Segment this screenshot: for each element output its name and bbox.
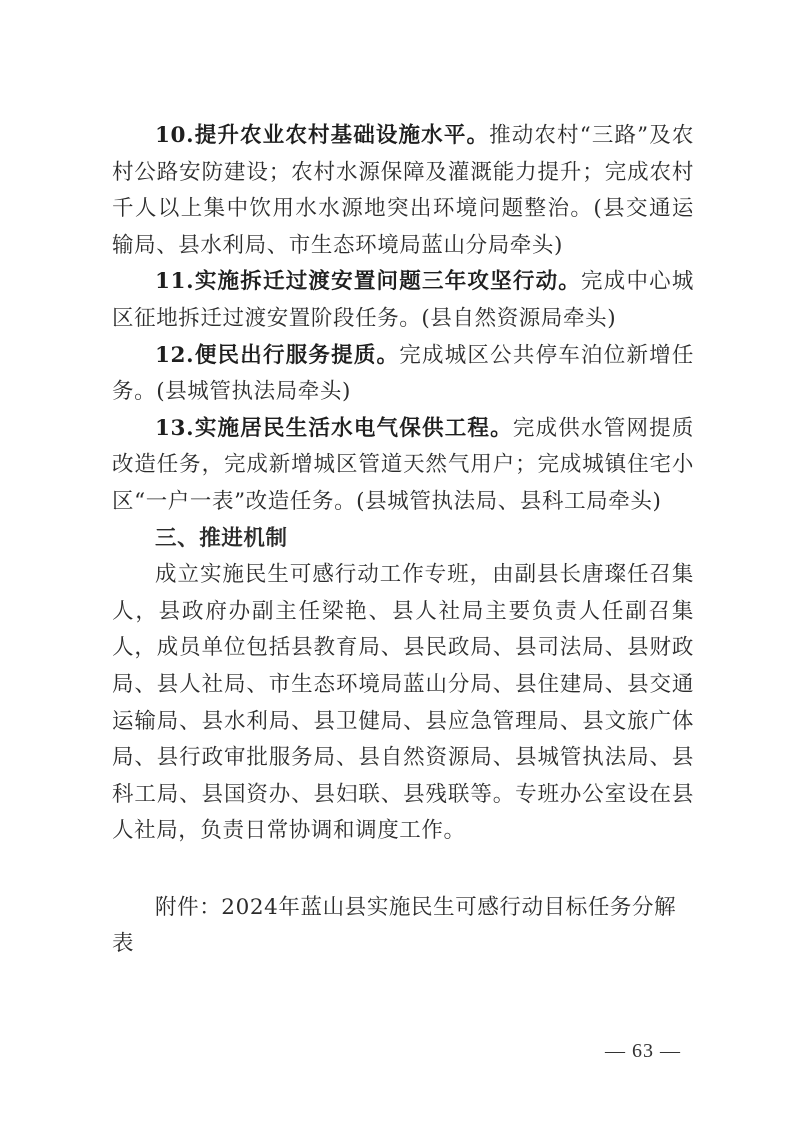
page-number: — 63 —	[605, 1040, 681, 1062]
task-item-12	[112, 338, 694, 411]
task-item-13	[112, 411, 694, 521]
task-item-13-body: 完成供水管网提质改造任务，完成新增城区管道天然气用户；完成城镇住宅小区“一户一表”改造任务。(县城管执法局、县科工局牵头)	[112, 415, 694, 514]
task-item-11-title: 11.实施拆迁过渡安置问题三年攻坚行动。	[155, 269, 582, 295]
spacer	[112, 850, 694, 890]
task-item-10-title: 10.提升农业农村基础设施水平。	[155, 123, 490, 148]
task-item-10	[112, 118, 694, 264]
task-item-12-body: 完成城区公共停车泊位新增任务。(县城管执法局牵头)	[112, 342, 694, 405]
task-item-11	[112, 264, 694, 337]
attachment-line: 附件：2024年蓝山县实施民生可感行动目标任务分解表	[112, 894, 677, 957]
task-item-13-title: 13.实施居民生活水电气保供工程。	[155, 415, 513, 441]
task-item-11-body: 完成中心城区征地拆迁过渡安置阶段任务。(县自然资源局牵头)	[112, 269, 694, 331]
document-body	[112, 118, 694, 963]
section-heading: 三、推进机制	[155, 525, 288, 551]
mechanism-paragraph: 成立实施民生可感行动工作专班，由副县长唐璨任召集人，县政府办副主任梁艳、县人社局主要负责人任副召集人，成员单位包括县教育局、县民政局、县司法局、县财政局、县人社局、市生态环境局蓝山分局、县住建局、县交通运输局、县水利局、县卫健局、县应急管理局、县文旅广体局、县行政审批服务局、县自然资源局、县城管执法局、县科工局、县国资办、县妇联、县残联等。专班办公室设在县人社局，负责日常协调和调度工作。	[112, 562, 694, 844]
task-item-12-title: 12.便民出行服务提质。	[155, 342, 400, 368]
task-item-10-body: 推动农村“三路”及农村公路安防建设；农村水源保障及灌溉能力提升；完成农村千人以上集中饮用水水源地突出环境问题整治。(县交通运输局、县水利局、市生态环境局蓝山分局牵头)	[112, 123, 695, 258]
